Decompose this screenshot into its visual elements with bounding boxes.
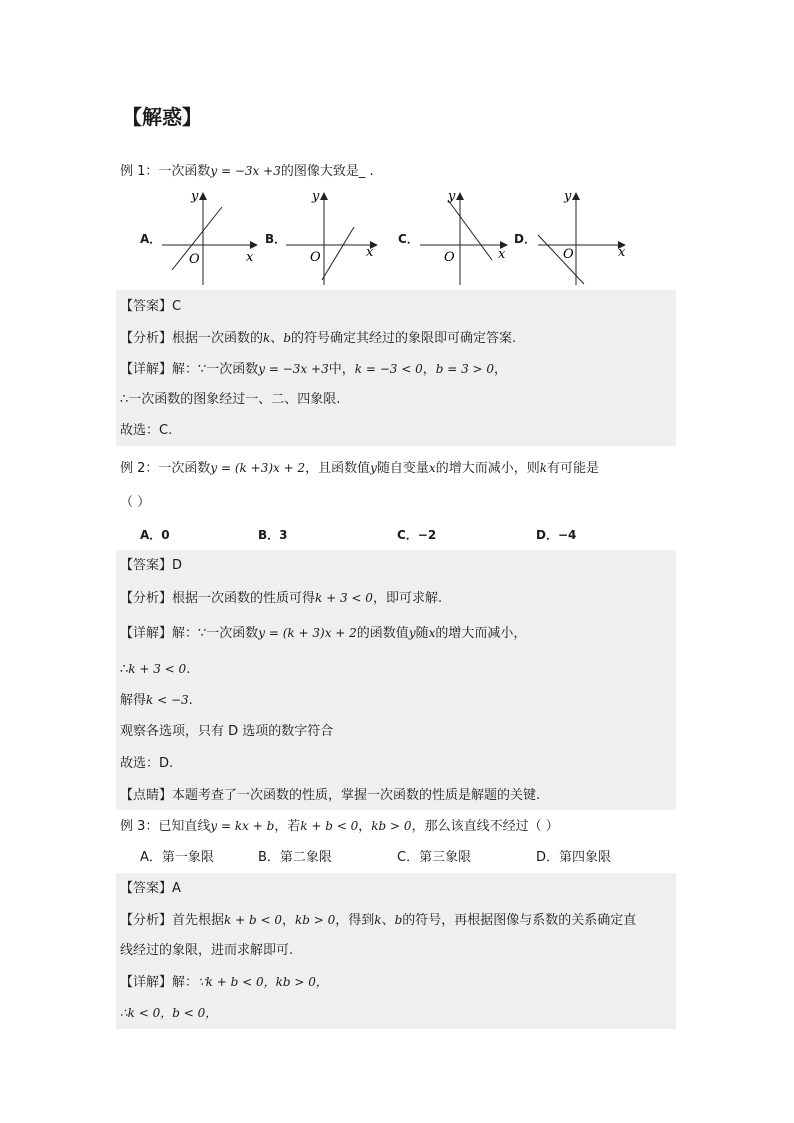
analysis-text: 【分析】根据一次函数的性质可得 [120, 591, 316, 606]
section-title: 【解惑】 [122, 105, 202, 129]
option-b-label: B． [265, 232, 287, 246]
detail-prefix: 【详解】解：∵一次函数 [120, 626, 259, 641]
graph-option-a [158, 190, 258, 285]
var-k: k [539, 461, 547, 475]
step-formula: k < −3 [146, 693, 189, 707]
analysis-text: 【分析】根据一次函数的 [120, 331, 264, 346]
x-axis-label: x [618, 245, 626, 260]
y-axis-label: y [448, 190, 456, 204]
question-text: ，且函数值 [305, 461, 371, 476]
question-prefix: 例 1：一次函数 [120, 164, 211, 179]
x-axis-label: x [366, 245, 374, 260]
example-3-detail [120, 972, 328, 993]
detail-text: 的函数值 [356, 626, 409, 641]
graph-option-b [282, 190, 382, 285]
graph-option-c [416, 190, 516, 285]
example-2-option-b: B．3 [258, 528, 288, 542]
var-y: y [408, 626, 416, 640]
question-suffix: 的图像大致是_ . [280, 164, 374, 179]
question-text: 的增大而减小，则 [435, 461, 540, 476]
detail-k: k = −3 < 0 [354, 362, 423, 376]
analysis-formula: k + 3 < 0 [315, 591, 373, 605]
y-axis-label: y [312, 190, 320, 204]
example-1-question [120, 161, 374, 182]
analysis-suffix: ，即可求解. [372, 591, 443, 606]
example-3-option-c: C．第三象限 [397, 850, 472, 865]
condition-2: kb > 0 [371, 819, 412, 833]
example-2-step-1 [120, 659, 190, 680]
example-1-answer: 【答案】C [120, 299, 182, 314]
question-prefix: 例 2：一次函数 [120, 461, 211, 476]
question-text: ， [358, 819, 372, 834]
detail-prefix: 【详解】解： [120, 975, 199, 990]
option-c-label: C． [398, 232, 419, 246]
detail-b: b = 3 > 0 [435, 362, 495, 376]
example-3-option-a: A．第一象限 [140, 850, 214, 865]
function-formula: y = (k +3)x + 2 [210, 461, 306, 475]
question-text: 随自变量 [376, 461, 429, 476]
detail-mid: 中， [328, 362, 355, 377]
example-3-question [120, 816, 559, 837]
analysis-text: 【分析】首先根据 [120, 913, 225, 928]
var-y: y [370, 461, 377, 475]
analysis-suffix: 的符号，再根据图像与系数的关系确定直 [402, 913, 637, 928]
graph-option-d [534, 190, 634, 285]
example-3-option-b: B．第二象限 [258, 850, 332, 865]
detail-text: 随 [415, 626, 429, 641]
therefore-symbol: ∴ [120, 662, 129, 677]
example-2-answer-paren: （ ） [120, 495, 151, 510]
detail-prefix: 【详解】解：∵一次函数 [120, 362, 259, 377]
example-2-step-2 [120, 690, 193, 711]
step-end: . [186, 662, 191, 677]
function-formula: y = −3x +3 [210, 164, 281, 178]
analysis-text: ， [281, 913, 295, 928]
step-formula: k + 3 < 0 [128, 662, 187, 676]
var-b: b [394, 913, 403, 927]
question-text: ，若 [274, 819, 301, 834]
example-3-option-d: D．第四象限 [536, 850, 612, 865]
origin-label: O [444, 250, 455, 265]
question-suffix: ，那么该直线不经过（ ） [411, 819, 559, 834]
step-text: 解得 [120, 693, 147, 708]
analysis-suffix: 的符号确定其经过的象限即可确定答案. [291, 331, 517, 346]
option-a-label: A． [140, 232, 162, 246]
example-1-analysis [120, 328, 516, 349]
condition-1: k + b < 0 [224, 913, 282, 927]
condition-2: kb > 0 [295, 913, 336, 927]
y-axis-label: y [191, 190, 199, 204]
condition-1: k + b < 0 [300, 819, 359, 833]
example-2-observation: 观察各选项，只有 D 选项的数字符合 [120, 724, 334, 739]
separator: 、 [270, 331, 284, 346]
example-2-question [120, 458, 599, 479]
example-2-comment: 【点睛】本题考查了一次函数的性质，掌握一次函数的性质是解题的关键. [120, 788, 541, 803]
example-1-detail [120, 359, 507, 380]
function-formula: y = kx + b [210, 819, 275, 833]
example-2-option-a: A．0 [140, 528, 170, 542]
var-x: x [428, 626, 436, 640]
y-axis-label: y [564, 190, 572, 204]
x-axis-label: x [246, 250, 254, 265]
step-end: . [188, 693, 193, 708]
detail-formula: ∵k + b < 0，kb > 0， [198, 975, 328, 989]
example-3-analysis-line-2: 线经过的象限，进而求解即可. [120, 943, 294, 958]
detail-comma: ， [422, 362, 436, 377]
origin-label: O [189, 252, 200, 267]
var-k: k [263, 331, 271, 345]
step-formula: ∴k < 0，b < 0， [120, 1006, 218, 1020]
example-2-analysis [120, 588, 442, 609]
example-2-option-c: C．−2 [397, 528, 437, 542]
example-2-option-d: D．−4 [536, 528, 577, 542]
var-b: b [283, 331, 291, 345]
example-3-answer: 【答案】A [120, 881, 181, 896]
example-2-answer: 【答案】D [120, 558, 183, 573]
origin-label: O [310, 250, 321, 265]
example-2-choice: 故选：D. [120, 756, 174, 771]
var-k: k [374, 913, 382, 927]
detail-suffix: 的增大而减小， [435, 626, 527, 641]
example-2-detail [120, 623, 526, 644]
option-d-label: D． [514, 232, 536, 246]
example-1-choice: 故选：C. [120, 423, 173, 438]
x-axis-label: x [498, 247, 506, 262]
example-3-step-1 [120, 1003, 217, 1024]
example-3-analysis [120, 910, 636, 931]
example-1-conclusion: ∴一次函数的图象经过一、二、四象限. [120, 392, 341, 407]
question-prefix: 例 3：已知直线 [120, 819, 211, 834]
separator: 、 [381, 913, 395, 928]
var-x: x [428, 461, 436, 475]
detail-formula: y = (k + 3)x + 2 [258, 626, 357, 640]
detail-end: ， [494, 362, 508, 377]
origin-label: O [563, 247, 574, 262]
question-suffix: 有可能是 [546, 461, 599, 476]
detail-formula: y = −3x +3 [258, 362, 329, 376]
analysis-text: ，得到 [335, 913, 375, 928]
